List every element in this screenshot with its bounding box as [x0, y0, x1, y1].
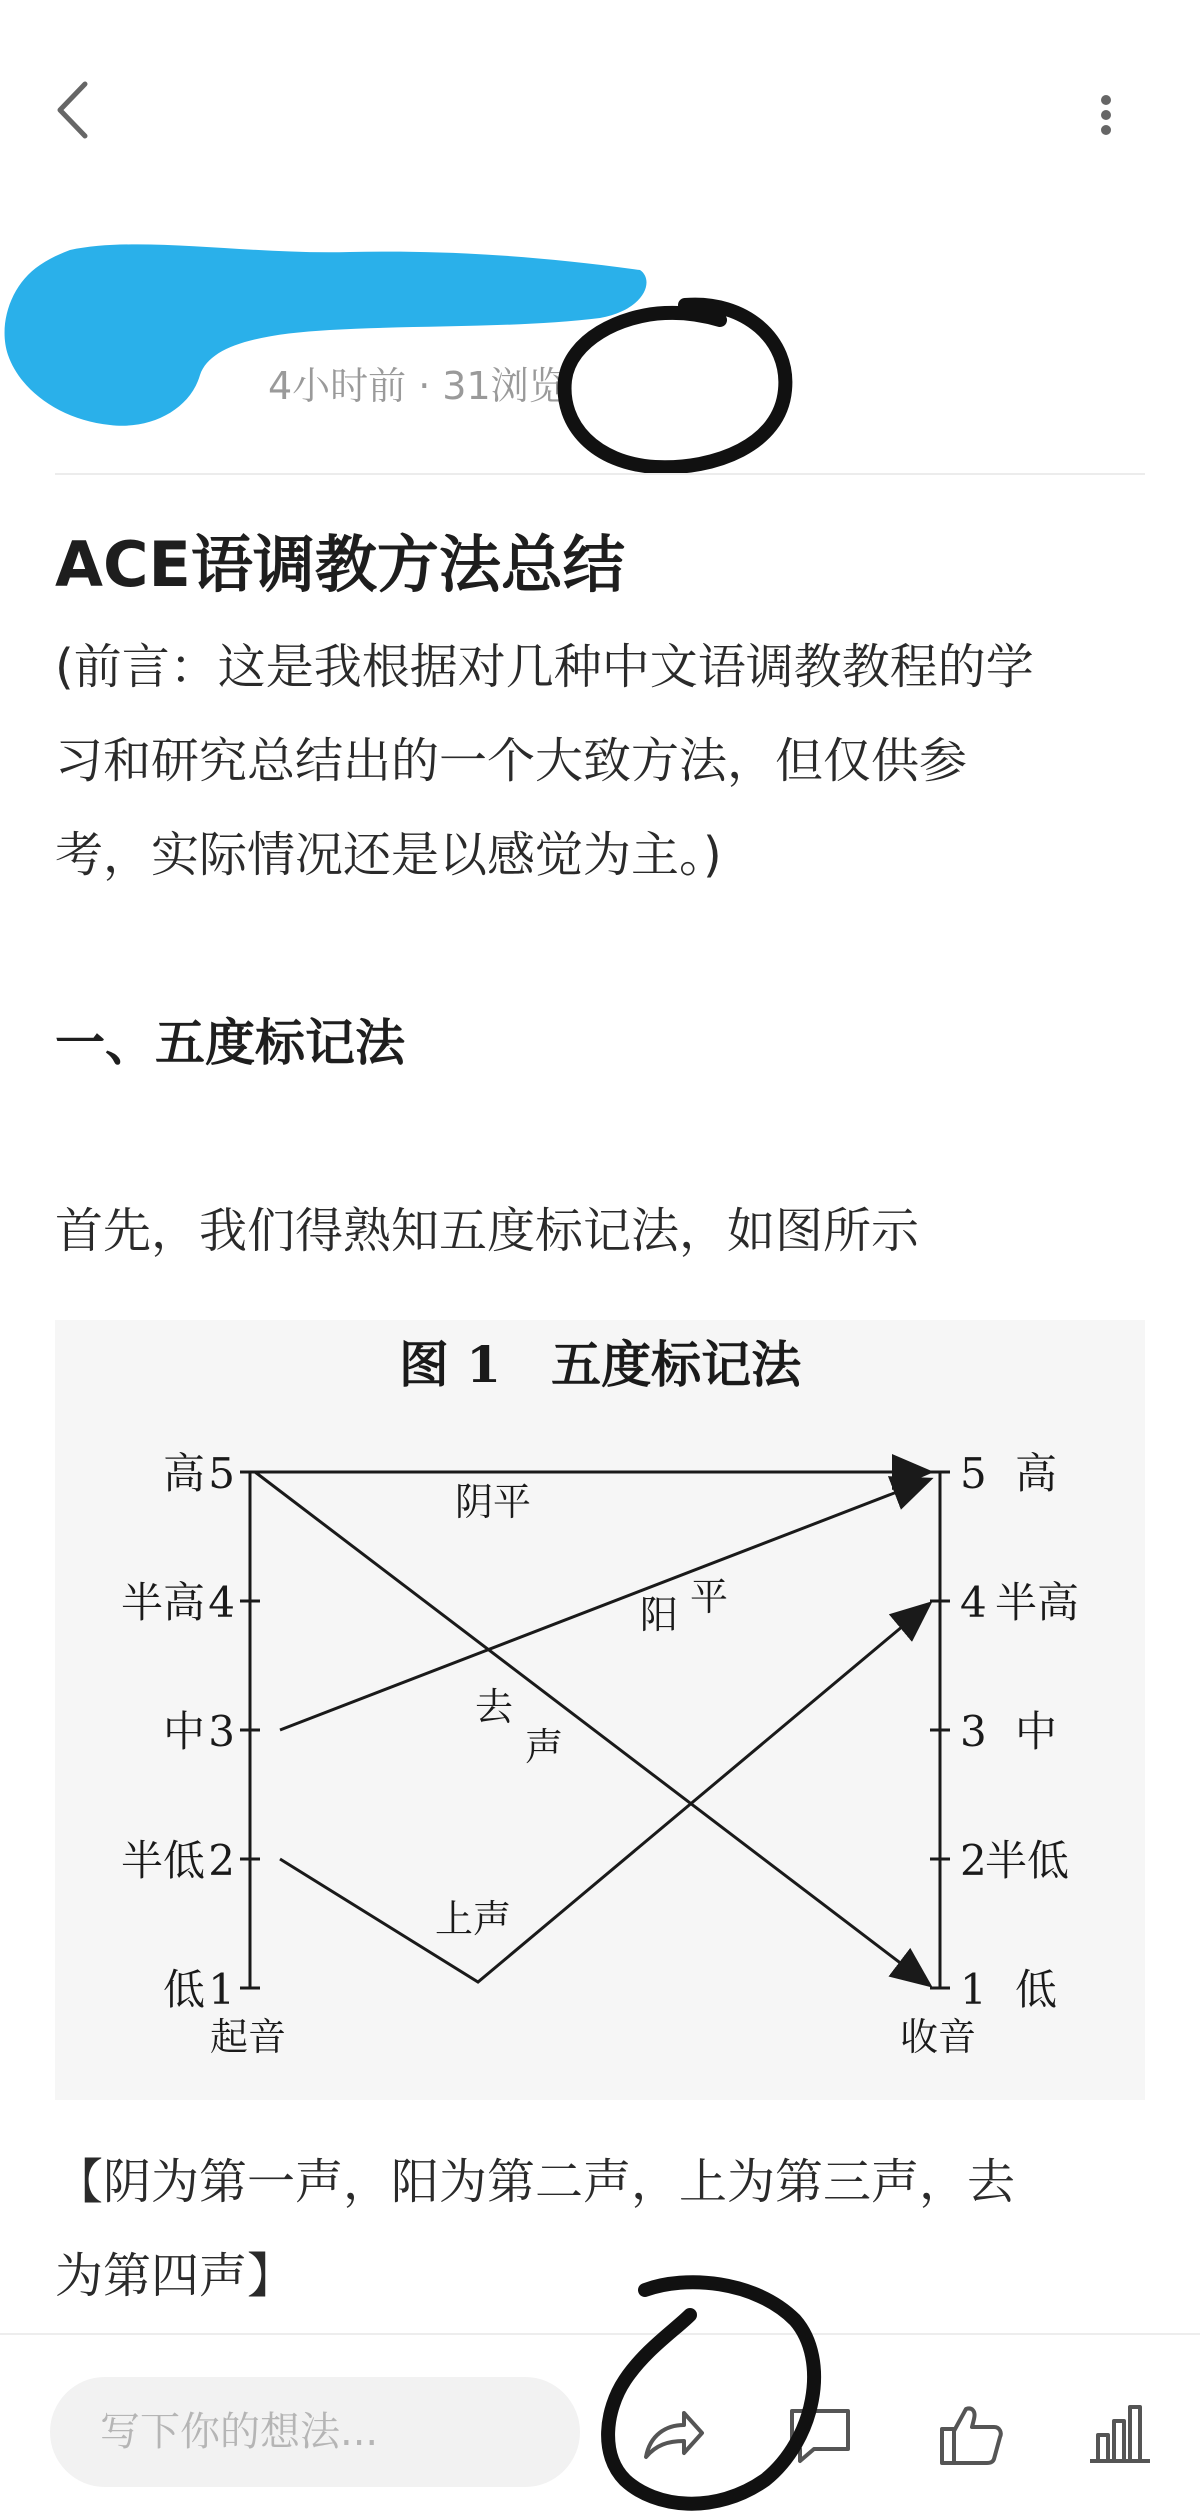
right-level-3-label: 中: [1015, 1707, 1058, 1756]
article-title: ACE语调教方法总结: [55, 528, 625, 601]
left-level-5-num: 5: [208, 1449, 235, 1498]
top-bar: [0, 0, 1200, 230]
shangsheng-label: 上声: [435, 1897, 512, 1941]
left-level-4-num: 4: [208, 1578, 235, 1627]
like-button[interactable]: [930, 2395, 1010, 2475]
stats-icon: [1080, 2395, 1160, 2475]
right-level-5-label: 高: [1015, 1449, 1058, 1498]
left-level-3-num: 3: [208, 1707, 235, 1756]
right-level-2-num: 2: [960, 1836, 987, 1885]
right-level-1-label: 低: [1015, 1965, 1058, 2014]
paragraph: 首先，我们得熟知五度标记法，如图所示: [55, 1203, 920, 1259]
hand-drawn-circle-mark: [535, 285, 805, 485]
left-level-4-label: 半高: [120, 1578, 205, 1627]
right-level-1-num: 1: [960, 1965, 987, 2014]
yang-label: 阳: [640, 1593, 679, 1637]
intro-line-2: 习和研究总结出的一个大致方法，但仅供参: [55, 733, 968, 789]
divider: [55, 473, 1145, 475]
back-button[interactable]: [40, 70, 110, 150]
intro-line-1: (前言：这是我根据对几种中文语调教教程的学: [55, 639, 1034, 695]
yangping-line: [280, 1480, 928, 1730]
section-heading: 一、五度标记法: [55, 1014, 405, 1072]
hand-drawn-circle-mark-bottom: [565, 2270, 835, 2518]
left-level-5-label: 高: [162, 1449, 205, 1498]
right-level-3-num: 3: [960, 1707, 987, 1756]
figure-title: 图 1 五度标记法: [398, 1335, 802, 1394]
sheng-label: 声: [525, 1725, 564, 1769]
left-level-2-label: 半低: [120, 1836, 205, 1885]
right-level-2-label: 半低: [985, 1836, 1070, 1885]
left-level-2-num: 2: [208, 1836, 235, 1885]
chevron-left-icon: [40, 70, 110, 150]
qu-label: 去: [475, 1685, 514, 1729]
meta-separator: ·: [418, 364, 431, 408]
left-level-1-label: 低: [162, 1965, 205, 2014]
like-icon: [930, 2395, 1010, 2475]
shangsheng-line: [280, 1605, 928, 1982]
ping-label: 平: [690, 1575, 729, 1619]
article-body: [55, 510, 1155, 1278]
more-options-button[interactable]: [1080, 80, 1140, 150]
right-level-5-num: 5: [960, 1449, 987, 1498]
left-level-3-label: 中: [162, 1707, 205, 1756]
intro-line-3: 考，实际情况还是以感觉为主。): [55, 827, 722, 883]
right-level-4-label: 半高: [995, 1578, 1080, 1627]
end-label: 收音: [900, 2015, 977, 2059]
post-meta: [268, 355, 567, 410]
five-degree-figure: [55, 1320, 1145, 2100]
stats-button[interactable]: [1080, 2395, 1160, 2475]
post-time: 4小时前: [268, 364, 407, 408]
note-line-2: 为第四声】: [55, 2248, 296, 2304]
yinping-label: 阴平: [455, 1480, 532, 1524]
more-vertical-icon: [1080, 80, 1140, 150]
view-count: 31浏览: [442, 364, 567, 408]
start-label: 起音: [210, 2015, 287, 2059]
comment-input[interactable]: [50, 2377, 580, 2487]
note-line-1: 【阴为第一声，阳为第二声，上为第三声，去: [55, 2154, 1016, 2210]
left-level-1-num: 1: [208, 1965, 235, 2014]
right-level-4-num: 4: [960, 1578, 987, 1627]
